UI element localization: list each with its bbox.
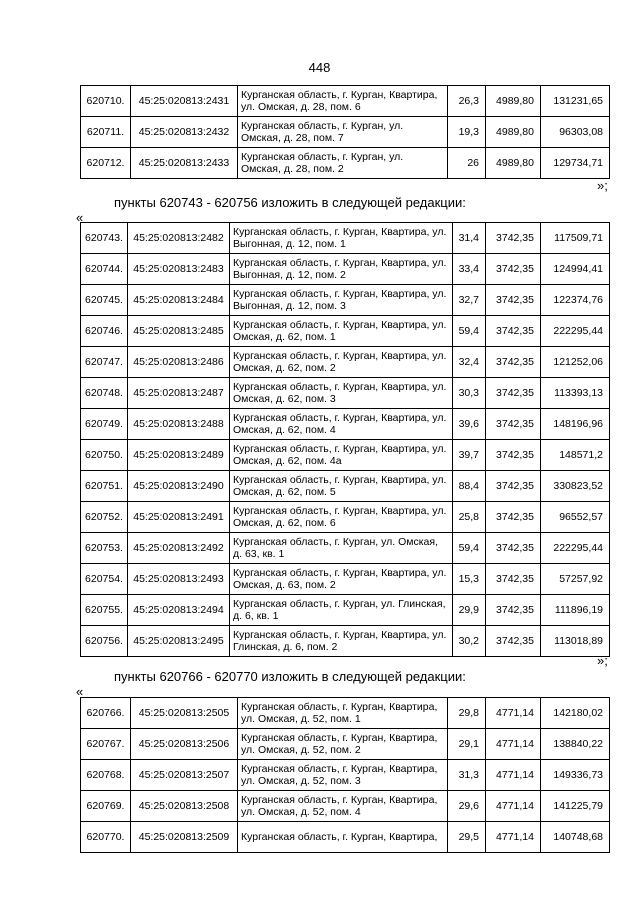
unit-price-cell: 3742,35 [486,316,541,347]
unit-price-cell: 4771,14 [486,698,541,729]
table-row [81,533,610,564]
table-row [81,791,610,822]
row-number: 620711. [81,117,131,148]
address-cell: Курганская область, г. Курган, Квартира, ул. Омская, д. 62, пом. 3 [230,378,453,409]
area-cell: 31,3 [448,760,486,791]
area-cell: 29,1 [448,729,486,760]
total-value-cell: 222295,44 [541,533,610,564]
table-row [81,760,610,791]
address-cell: Курганская область, г. Курган, Квартира, ул. Выгонная, д. 12, пом. 1 [230,223,453,254]
total-value-cell: 129734,71 [541,148,610,179]
unit-price-cell: 4989,80 [486,117,541,148]
row-number: 620767. [81,729,131,760]
total-value-cell: 124994,41 [541,254,610,285]
unit-price-cell: 3742,35 [486,533,541,564]
address-cell: Курганская область, г. Курган, Квартира, ул. Выгонная, д. 12, пом. 2 [230,254,453,285]
table-row [81,502,610,533]
table-row [81,347,610,378]
cadastral-number: 45:25:020813:2485 [128,316,230,347]
closing-quote-2: »; [597,653,608,668]
area-cell: 39,6 [453,409,486,440]
table-row [81,729,610,760]
total-value-cell: 122374,76 [541,285,610,316]
cadastral-number: 45:25:020813:2494 [128,595,230,626]
address-cell: Курганская область, г. Курган, ул. Глинская, д. 6, кв. 1 [230,595,453,626]
total-value-cell: 141225,79 [541,791,610,822]
cadastral-number: 45:25:020813:2505 [131,698,238,729]
unit-price-cell: 4771,14 [486,791,541,822]
table-row [81,626,610,657]
unit-price-cell: 3742,35 [486,502,541,533]
address-cell: Курганская область, г. Курган, Квартира, ул. Выгонная, д. 12, пом. 3 [230,285,453,316]
address-cell: Курганская область, г. Курган, Квартира, ул. Омская, д. 52, пом. 3 [238,760,448,791]
cadastral-number: 45:25:020813:2488 [128,409,230,440]
total-value-cell: 148571,2 [541,440,610,471]
total-value-cell: 113393,13 [541,378,610,409]
area-cell: 30,2 [453,626,486,657]
total-value-cell: 96552,57 [541,502,610,533]
table-row [81,822,610,853]
opening-quote-2: « [76,684,84,699]
cadastral-number: 45:25:020813:2507 [131,760,238,791]
cadastral-number: 45:25:020813:2432 [131,117,238,148]
table-row [81,409,610,440]
cadastral-number: 45:25:020813:2495 [128,626,230,657]
cadastral-number: 45:25:020813:2490 [128,471,230,502]
table-row [81,285,610,316]
unit-price-cell: 3742,35 [486,440,541,471]
table-row [81,223,610,254]
row-number: 620755. [81,595,128,626]
address-cell: Курганская область, г. Курган, ул. Омская, д. 28, пом. 2 [238,148,448,179]
cadastral-number: 45:25:020813:2487 [128,378,230,409]
area-cell: 26,3 [448,86,486,117]
address-cell: Курганская область, г. Курган, Квартира, [238,822,448,853]
total-value-cell: 57257,92 [541,564,610,595]
address-cell: Курганская область, г. Курган, Квартира, ул. Омская, д. 62, пом. 2 [230,347,453,378]
unit-price-cell: 3742,35 [486,223,541,254]
cadastral-number: 45:25:020813:2491 [128,502,230,533]
area-cell: 31,4 [453,223,486,254]
table-2 [80,222,610,657]
cadastral-number: 45:25:020813:2486 [128,347,230,378]
unit-price-cell: 4771,14 [486,729,541,760]
row-number: 620745. [81,285,128,316]
row-number: 620752. [81,502,128,533]
unit-price-cell: 3742,35 [486,409,541,440]
table-row [81,316,610,347]
total-value-cell: 138840,22 [541,729,610,760]
row-number: 620712. [81,148,131,179]
area-cell: 59,4 [453,316,486,347]
address-cell: Курганская область, г. Курган, Квартира, ул. Омская, д. 52, пом. 2 [238,729,448,760]
area-cell: 33,4 [453,254,486,285]
total-value-cell: 148196,96 [541,409,610,440]
total-value-cell: 149336,73 [541,760,610,791]
amendment-paragraph-1: пункты 620743 - 620756 изложить в следующей редакции: [114,195,466,210]
unit-price-cell: 3742,35 [486,347,541,378]
row-number: 620749. [81,409,128,440]
cadastral-number: 45:25:020813:2483 [128,254,230,285]
table-row [81,471,610,502]
address-cell: Курганская область, г. Курган, ул. Омская, д. 28, пом. 7 [238,117,448,148]
area-cell: 30,3 [453,378,486,409]
total-value-cell: 330823,52 [541,471,610,502]
total-value-cell: 121252,06 [541,347,610,378]
row-number: 620753. [81,533,128,564]
cadastral-number: 45:25:020813:2492 [128,533,230,564]
total-value-cell: 142180,02 [541,698,610,729]
unit-price-cell: 4771,14 [486,822,541,853]
address-cell: Курганская область, г. Курган, Квартира, ул. Омская, д. 52, пом. 4 [238,791,448,822]
row-number: 620770. [81,822,131,853]
cadastral-number: 45:25:020813:2509 [131,822,238,853]
row-number: 620746. [81,316,128,347]
area-cell: 32,4 [453,347,486,378]
table-row [81,440,610,471]
area-cell: 29,6 [448,791,486,822]
row-number: 620743. [81,223,128,254]
total-value-cell: 222295,44 [541,316,610,347]
total-value-cell: 140748,68 [541,822,610,853]
area-cell: 26 [448,148,486,179]
table-1 [80,85,610,179]
table-row [81,148,610,179]
row-number: 620754. [81,564,128,595]
area-cell: 15,3 [453,564,486,595]
area-cell: 29,5 [448,822,486,853]
area-cell: 19,3 [448,117,486,148]
cadastral-number: 45:25:020813:2489 [128,440,230,471]
row-number: 620748. [81,378,128,409]
row-number: 620710. [81,86,131,117]
table-3 [80,697,610,853]
address-cell: Курганская область, г. Курган, Квартира, ул. Омская, д. 28, пом. 6 [238,86,448,117]
unit-price-cell: 3742,35 [486,378,541,409]
row-number: 620768. [81,760,131,791]
address-cell: Курганская область, г. Курган, Квартира, ул. Омская, д. 62, пом. 6 [230,502,453,533]
unit-price-cell: 4771,14 [486,760,541,791]
cadastral-number: 45:25:020813:2493 [128,564,230,595]
area-cell: 39,7 [453,440,486,471]
cadastral-number: 45:25:020813:2482 [128,223,230,254]
area-cell: 25,8 [453,502,486,533]
unit-price-cell: 4989,80 [486,86,541,117]
cadastral-number: 45:25:020813:2484 [128,285,230,316]
cadastral-number: 45:25:020813:2433 [131,148,238,179]
table-row [81,595,610,626]
table-row [81,86,610,117]
row-number: 620769. [81,791,131,822]
area-cell: 88,4 [453,471,486,502]
table-row [81,698,610,729]
address-cell: Курганская область, г. Курган, ул. Омская, д. 63, кв. 1 [230,533,453,564]
table-row [81,378,610,409]
area-cell: 59,4 [453,533,486,564]
amendment-paragraph-2: пункты 620766 - 620770 изложить в следующей редакции: [114,669,466,684]
cadastral-number: 45:25:020813:2508 [131,791,238,822]
total-value-cell: 117509,71 [541,223,610,254]
address-cell: Курганская область, г. Курган, Квартира, ул. Омская, д. 62, пом. 4а [230,440,453,471]
cadastral-number: 45:25:020813:2506 [131,729,238,760]
total-value-cell: 111896,19 [541,595,610,626]
page-number: 448 [308,60,331,75]
unit-price-cell: 4989,80 [486,148,541,179]
unit-price-cell: 3742,35 [486,626,541,657]
row-number: 620756. [81,626,128,657]
total-value-cell: 131231,65 [541,86,610,117]
closing-quote-1: »; [597,178,608,193]
row-number: 620747. [81,347,128,378]
total-value-cell: 96303,08 [541,117,610,148]
row-number: 620744. [81,254,128,285]
address-cell: Курганская область, г. Курган, Квартира, ул. Омская, д. 62, пом. 5 [230,471,453,502]
row-number: 620750. [81,440,128,471]
unit-price-cell: 3742,35 [486,595,541,626]
address-cell: Курганская область, г. Курган, Квартира, ул. Омская, д. 52, пом. 1 [238,698,448,729]
unit-price-cell: 3742,35 [486,564,541,595]
unit-price-cell: 3742,35 [486,254,541,285]
row-number: 620751. [81,471,128,502]
row-number: 620766. [81,698,131,729]
address-cell: Курганская область, г. Курган, Квартира, ул. Омская, д. 63, пом. 2 [230,564,453,595]
area-cell: 29,8 [448,698,486,729]
cadastral-number: 45:25:020813:2431 [131,86,238,117]
opening-quote-1: « [76,210,84,225]
table-row [81,117,610,148]
table-row [81,564,610,595]
address-cell: Курганская область, г. Курган, Квартира, ул. Омская, д. 62, пом. 4 [230,409,453,440]
unit-price-cell: 3742,35 [486,471,541,502]
unit-price-cell: 3742,35 [486,285,541,316]
area-cell: 29,9 [453,595,486,626]
table-row [81,254,610,285]
address-cell: Курганская область, г. Курган, Квартира, ул. Омская, д. 62, пом. 1 [230,316,453,347]
total-value-cell: 113018,89 [541,626,610,657]
area-cell: 32,7 [453,285,486,316]
address-cell: Курганская область, г. Курган, Квартира, ул. Глинская, д. 6, пом. 2 [230,626,453,657]
